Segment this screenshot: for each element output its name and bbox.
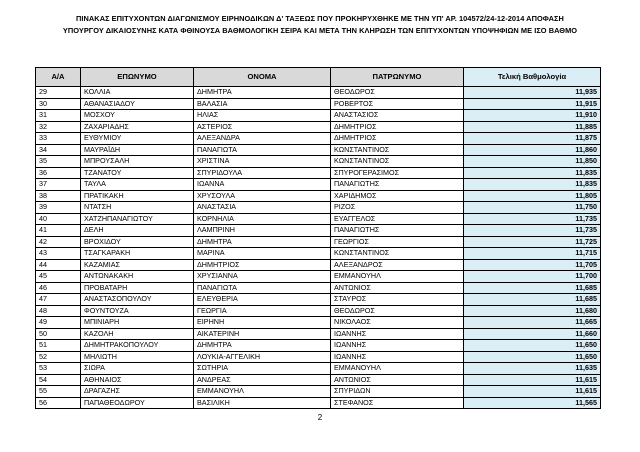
cell-aa: 46 bbox=[36, 282, 81, 294]
table-row bbox=[36, 351, 601, 363]
cell-patronymic: ΙΩΑΝΝΗΣ bbox=[331, 340, 464, 352]
cell-name: ΛΑΜΠΡΙΝΗ bbox=[194, 225, 331, 237]
cell-name: ΑΣΤΕΡΙΟΣ bbox=[194, 121, 331, 133]
table-row bbox=[36, 248, 601, 260]
cell-aa: 53 bbox=[36, 363, 81, 375]
table-row bbox=[36, 397, 601, 409]
table-row bbox=[36, 202, 601, 214]
cell-final-score: 11,680 bbox=[464, 305, 601, 317]
cell-final-score: 11,850 bbox=[464, 156, 601, 168]
cell-patronymic: ΣΤΕΦΑΝΟΣ bbox=[331, 397, 464, 409]
cell-surname: ΜΠΙΝΙΑΡΗ bbox=[81, 317, 194, 329]
cell-aa: 47 bbox=[36, 294, 81, 306]
table-row bbox=[36, 282, 601, 294]
table-row bbox=[36, 179, 601, 191]
cell-name: ΑΙΚΑΤΕΡΙΝΗ bbox=[194, 328, 331, 340]
cell-patronymic: ΙΩΑΝΝΗΣ bbox=[331, 328, 464, 340]
cell-patronymic: ΓΕΩΡΓΙΟΣ bbox=[331, 236, 464, 248]
cell-surname: ΑΝΤΩΝΑΚΑΚΗ bbox=[81, 271, 194, 283]
table-row bbox=[36, 213, 601, 225]
table-row bbox=[36, 133, 601, 145]
cell-surname: ΦΟΥΝΤΟΥΖΑ bbox=[81, 305, 194, 317]
cell-surname: ΤΣΑΓΚΑΡΑΚΗ bbox=[81, 248, 194, 260]
cell-final-score: 11,875 bbox=[464, 133, 601, 145]
cell-patronymic: ΣΠΥΡΟΓΕΡΑΣΙΜΟΣ bbox=[331, 167, 464, 179]
cell-aa: 45 bbox=[36, 271, 81, 283]
cell-surname: ΖΑΧΑΡΙΑΔΗΣ bbox=[81, 121, 194, 133]
cell-patronymic: ΣΤΑΥΡΟΣ bbox=[331, 294, 464, 306]
title-line-2: ΥΠΟΥΡΓΟΥ ΔΙΚΑΙΟΣΥΝΗΣ ΚΑΤΑ ΦΘΙΝΟΥΣΑ ΒΑΘΜΟΛΟΓΙΚΗ ΣΕΙΡΑ ΚΑΙ ΜΕΤΑ ΤΗΝ ΚΛΗΡΩΣΗ ΤΩΝ ΕΠΙΤΥΧΟΝΤΩΝ ΥΠΟΨΗΦΙΩΝ ΜΕ ΙΣΟ ΒΑΘΜΟ bbox=[62, 26, 578, 35]
table-row bbox=[36, 294, 601, 306]
cell-final-score: 11,735 bbox=[464, 213, 601, 225]
page-number: 2 bbox=[317, 413, 323, 422]
cell-final-score: 11,635 bbox=[464, 363, 601, 375]
cell-patronymic: ΑΝΤΩΝΙΟΣ bbox=[331, 282, 464, 294]
cell-name: ΑΛΕΞΑΝΔΡΑ bbox=[194, 133, 331, 145]
cell-patronymic: ΡΙΖΟΣ bbox=[331, 202, 464, 214]
cell-aa: 32 bbox=[36, 121, 81, 133]
cell-surname: ΣΙΩΡΑ bbox=[81, 363, 194, 375]
cell-name: ΒΑΣΙΛΙΚΗ bbox=[194, 397, 331, 409]
cell-surname: ΜΑΥΡΑΪΔΗ bbox=[81, 144, 194, 156]
cell-final-score: 11,660 bbox=[464, 328, 601, 340]
cell-surname: ΜΠΡΟΥΣΑΛΗ bbox=[81, 156, 194, 168]
cell-patronymic: ΑΝΑΣΤΑΣΙΟΣ bbox=[331, 110, 464, 122]
table-row bbox=[36, 236, 601, 248]
cell-patronymic: ΕΜΜΑΝΟΥΗΛ bbox=[331, 363, 464, 375]
cell-name: ΣΠΥΡΙΔΟΥΛΑ bbox=[194, 167, 331, 179]
cell-aa: 37 bbox=[36, 179, 81, 191]
cell-patronymic: ΚΩΝΣΤΑΝΤΙΝΟΣ bbox=[331, 156, 464, 168]
cell-name: ΒΑΛΑΣΙΑ bbox=[194, 98, 331, 110]
cell-aa: 52 bbox=[36, 351, 81, 363]
cell-surname: ΧΑΤΖΗΠΑΝΑΓΙΩΤΟΥ bbox=[81, 213, 194, 225]
cell-aa: 51 bbox=[36, 340, 81, 352]
table-row bbox=[36, 98, 601, 110]
cell-name: ΑΝΔΡΕΑΣ bbox=[194, 374, 331, 386]
cell-aa: 35 bbox=[36, 156, 81, 168]
cell-name: ΠΑΝΑΓΙΩΤΑ bbox=[194, 282, 331, 294]
cell-aa: 54 bbox=[36, 374, 81, 386]
cell-name: ΣΩΤΗΡΙΑ bbox=[194, 363, 331, 375]
table-row bbox=[36, 144, 601, 156]
header-final-score: Τελική Βαθμολογία bbox=[464, 68, 601, 87]
cell-aa: 30 bbox=[36, 98, 81, 110]
table-row bbox=[36, 121, 601, 133]
cell-surname: ΚΑΖΑΜΙΑΣ bbox=[81, 259, 194, 271]
cell-final-score: 11,665 bbox=[464, 317, 601, 329]
cell-name: ΜΑΡΙΝΑ bbox=[194, 248, 331, 260]
cell-name: ΕΛΕΥΘΕΡΙΑ bbox=[194, 294, 331, 306]
table-row bbox=[36, 110, 601, 122]
cell-aa: 38 bbox=[36, 190, 81, 202]
cell-surname: ΠΡΑΤΙΚΑΚΗ bbox=[81, 190, 194, 202]
cell-name: ΕΙΡΗΝΗ bbox=[194, 317, 331, 329]
cell-name: ΗΛΙΑΣ bbox=[194, 110, 331, 122]
cell-final-score: 11,835 bbox=[464, 167, 601, 179]
table-row bbox=[36, 386, 601, 398]
cell-surname: ΒΡΟΧΙΔΟΥ bbox=[81, 236, 194, 248]
cell-aa: 33 bbox=[36, 133, 81, 145]
cell-name: ΑΝΑΣΤΑΣΙΑ bbox=[194, 202, 331, 214]
cell-aa: 36 bbox=[36, 167, 81, 179]
cell-patronymic: ΘΕΟΔΩΡΟΣ bbox=[331, 87, 464, 99]
cell-aa: 56 bbox=[36, 397, 81, 409]
cell-final-score: 11,915 bbox=[464, 98, 601, 110]
cell-aa: 48 bbox=[36, 305, 81, 317]
cell-aa: 31 bbox=[36, 110, 81, 122]
table-row bbox=[36, 271, 601, 283]
cell-final-score: 11,885 bbox=[464, 121, 601, 133]
table-header bbox=[36, 68, 601, 87]
cell-surname: ΜΗΛΙΩΤΗ bbox=[81, 351, 194, 363]
cell-patronymic: ΘΕΟΔΩΡΟΣ bbox=[331, 305, 464, 317]
cell-surname: ΑΘΑΝΑΣΙΑΔΟΥ bbox=[81, 98, 194, 110]
table-row bbox=[36, 305, 601, 317]
cell-final-score: 11,650 bbox=[464, 340, 601, 352]
cell-name: ΕΜΜΑΝΟΥΗΛ bbox=[194, 386, 331, 398]
cell-final-score: 11,835 bbox=[464, 179, 601, 191]
cell-aa: 49 bbox=[36, 317, 81, 329]
cell-surname: ΔΡΑΓΑΖΗΣ bbox=[81, 386, 194, 398]
cell-final-score: 11,735 bbox=[464, 225, 601, 237]
cell-patronymic: ΔΗΜΗΤΡΙΟΣ bbox=[331, 121, 464, 133]
cell-name: ΔΗΜΗΤΡΙΟΣ bbox=[194, 259, 331, 271]
cell-final-score: 11,705 bbox=[464, 259, 601, 271]
cell-surname: ΚΟΛΛΙΑ bbox=[81, 87, 194, 99]
cell-final-score: 11,715 bbox=[464, 248, 601, 260]
cell-final-score: 11,565 bbox=[464, 397, 601, 409]
cell-name: ΔΗΜΗΤΡΑ bbox=[194, 236, 331, 248]
table-row bbox=[36, 328, 601, 340]
cell-surname: ΔΗΜΗΤΡΑΚΟΠΟΥΛΟΥ bbox=[81, 340, 194, 352]
cell-final-score: 11,615 bbox=[464, 374, 601, 386]
cell-surname: ΤΖΑΝΑΤΟΥ bbox=[81, 167, 194, 179]
table-row bbox=[36, 317, 601, 329]
cell-patronymic: ΠΑΝΑΓΙΩΤΗΣ bbox=[331, 179, 464, 191]
cell-final-score: 11,805 bbox=[464, 190, 601, 202]
cell-name: ΚΟΡΝΗΛΙΑ bbox=[194, 213, 331, 225]
table-row bbox=[36, 363, 601, 375]
cell-patronymic: ΝΙΚΟΛΑΟΣ bbox=[331, 317, 464, 329]
title-line-1: ΠΙΝΑΚΑΣ ΕΠΙΤΥΧΟΝΤΩΝ ΔΙΑΓΩΝΙΣΜΟΥ ΕΙΡΗΝΟΔΙΚΩΝ Δ' ΤΑΞΕΩΣ ΠΟΥ ΠΡΟΚΗΡΥΧΘΗΚΕ ΜΕ ΤΗΝ ΥΠ' ΑΡ. 104572/24-12-2014 ΑΠΟΦΑΣΗ bbox=[76, 14, 564, 23]
cell-aa: 43 bbox=[36, 248, 81, 260]
cell-patronymic: ΙΩΑΝΝΗΣ bbox=[331, 351, 464, 363]
cell-surname: ΔΕΛΗ bbox=[81, 225, 194, 237]
cell-aa: 29 bbox=[36, 87, 81, 99]
table-row bbox=[36, 190, 601, 202]
cell-final-score: 11,910 bbox=[464, 110, 601, 122]
cell-surname: ΤΑΥΛΑ bbox=[81, 179, 194, 191]
cell-name: ΓΕΩΡΓΙΑ bbox=[194, 305, 331, 317]
document-title bbox=[0, 13, 640, 37]
cell-patronymic: ΣΠΥΡΙΔΩΝ bbox=[331, 386, 464, 398]
cell-aa: 40 bbox=[36, 213, 81, 225]
cell-patronymic: ΕΥΑΓΓΕΛΟΣ bbox=[331, 213, 464, 225]
cell-final-score: 11,615 bbox=[464, 386, 601, 398]
cell-patronymic: ΠΑΝΑΓΙΩΤΗΣ bbox=[331, 225, 464, 237]
header-surname: ΕΠΩΝΥΜΟ bbox=[81, 68, 194, 87]
cell-patronymic: ΧΑΡΙΔΗΜΟΣ bbox=[331, 190, 464, 202]
results-table bbox=[35, 67, 601, 409]
cell-final-score: 11,725 bbox=[464, 236, 601, 248]
cell-patronymic: ΕΜΜΑΝΟΥΗΛ bbox=[331, 271, 464, 283]
cell-patronymic: ΑΝΤΩΝΙΟΣ bbox=[331, 374, 464, 386]
header-patronymic: ΠΑΤΡΩΝΥΜΟ bbox=[331, 68, 464, 87]
cell-surname: ΚΑΖΟΛΗ bbox=[81, 328, 194, 340]
cell-patronymic: ΔΗΜΗΤΡΙΟΣ bbox=[331, 133, 464, 145]
cell-surname: ΕΥΘΥΜΙΟΥ bbox=[81, 133, 194, 145]
table-body bbox=[36, 87, 601, 409]
cell-final-score: 11,685 bbox=[464, 282, 601, 294]
cell-name: ΧΡΙΣΤΙΝΑ bbox=[194, 156, 331, 168]
cell-patronymic: ΡΟΒΕΡΤΟΣ bbox=[331, 98, 464, 110]
table-row bbox=[36, 340, 601, 352]
table-row bbox=[36, 167, 601, 179]
cell-final-score: 11,935 bbox=[464, 87, 601, 99]
cell-aa: 39 bbox=[36, 202, 81, 214]
cell-final-score: 11,860 bbox=[464, 144, 601, 156]
cell-surname: ΠΡΟΒΑΤΑΡΗ bbox=[81, 282, 194, 294]
cell-surname: ΠΑΠΑΘΕΟΔΩΡΟΥ bbox=[81, 397, 194, 409]
cell-patronymic: ΚΩΝΣΤΑΝΤΙΝΟΣ bbox=[331, 248, 464, 260]
header-row bbox=[36, 68, 601, 87]
cell-name: ΧΡΥΣΟΥΛΑ bbox=[194, 190, 331, 202]
table-row bbox=[36, 156, 601, 168]
cell-name: ΛΟΥΚΙΑ-ΑΓΓΕΛΙΚΗ bbox=[194, 351, 331, 363]
cell-aa: 34 bbox=[36, 144, 81, 156]
cell-aa: 44 bbox=[36, 259, 81, 271]
header-name: ΟΝΟΜΑ bbox=[194, 68, 331, 87]
cell-final-score: 11,650 bbox=[464, 351, 601, 363]
cell-surname: ΑΝΑΣΤΑΣΟΠΟΥΛΟΥ bbox=[81, 294, 194, 306]
cell-name: ΔΗΜΗΤΡΑ bbox=[194, 340, 331, 352]
cell-surname: ΝΤΑΤΣΗ bbox=[81, 202, 194, 214]
cell-name: ΧΡΥΣΙΑΝΝΑ bbox=[194, 271, 331, 283]
cell-name: ΔΗΜΗΤΡΑ bbox=[194, 87, 331, 99]
table-row bbox=[36, 87, 601, 99]
cell-aa: 41 bbox=[36, 225, 81, 237]
cell-aa: 42 bbox=[36, 236, 81, 248]
cell-name: ΙΩΑΝΝΑ bbox=[194, 179, 331, 191]
cell-patronymic: ΚΩΝΣΤΑΝΤΙΝΟΣ bbox=[331, 144, 464, 156]
cell-name: ΠΑΝΑΓΙΩΤΑ bbox=[194, 144, 331, 156]
cell-surname: ΜΟΣΧΟΥ bbox=[81, 110, 194, 122]
cell-final-score: 11,700 bbox=[464, 271, 601, 283]
cell-surname: ΑΘΗΝΑΙΟΣ bbox=[81, 374, 194, 386]
table-row bbox=[36, 259, 601, 271]
cell-patronymic: ΑΛΕΞΑΝΔΡΟΣ bbox=[331, 259, 464, 271]
cell-final-score: 11,750 bbox=[464, 202, 601, 214]
table-row bbox=[36, 374, 601, 386]
cell-final-score: 11,685 bbox=[464, 294, 601, 306]
cell-aa: 55 bbox=[36, 386, 81, 398]
table-row bbox=[36, 225, 601, 237]
header-aa: Α/Α bbox=[36, 68, 81, 87]
cell-aa: 50 bbox=[36, 328, 81, 340]
